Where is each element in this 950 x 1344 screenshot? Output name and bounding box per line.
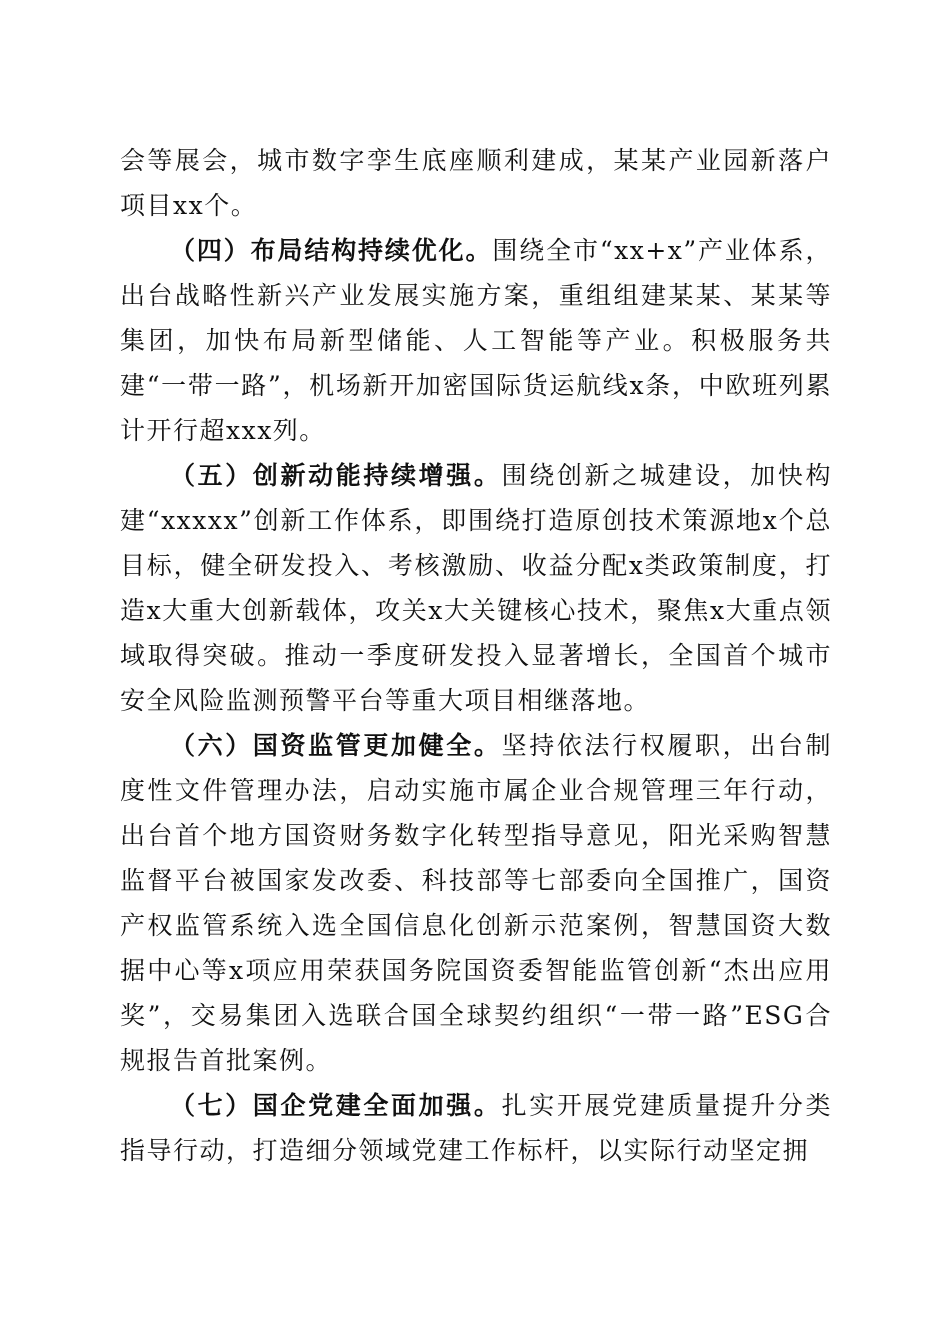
section-heading: （七）国企党建全面加强。: [170, 1091, 502, 1120]
paragraph-body: 扎实开展党建质量提升分类指导行动，打造细分领域党建工作标杆，以实际行动坚定拥: [120, 1091, 832, 1165]
section-heading: （六）国资监管更加健全。: [170, 731, 502, 760]
paragraph-section-5: [120, 453, 832, 723]
paragraph-continuation: [120, 138, 832, 228]
paragraph-body: 围绕创新之城建设，加快构建“xxxxx”创新工作体系，即围绕打造原创技术策源地x个总目标，健全研发投入、考核激励、收益分配x类政策制度，打造x大重大创新载体，攻关x大关键核心技术，聚焦x大重点领域取得突破。推动一季度研发投入显著增长，全国首个城市安全风险监测预警平台等重大项目相继落地。: [120, 461, 832, 715]
document-page: [120, 138, 832, 1173]
section-heading: （四）布局结构持续优化。: [170, 236, 493, 265]
paragraph-section-6: [120, 723, 832, 1083]
paragraph-section-7: [120, 1083, 832, 1173]
paragraph-body: 会等展会，城市数字孪生底座顺利建成，某某产业园新落户项目xx个。: [120, 146, 832, 220]
paragraph-section-4: [120, 228, 832, 453]
section-heading: （五）创新动能持续增强。: [170, 461, 502, 490]
paragraph-body: 围绕全市“xx+x”产业体系，出台战略性新兴产业发展实施方案，重组组建某某、某某等集团，加快布局新型储能、人工智能等产业。积极服务共建“一带一路”，机场新开加密国际货运航线x条，中欧班列累计开行超xxx列。: [120, 236, 832, 445]
paragraph-body: 坚持依法行权履职，出台制度性文件管理办法，启动实施市属企业合规管理三年行动，出台首个地方国资财务数字化转型指导意见，阳光采购智慧监督平台被国家发改委、科技部等七部委向全国推广，国资产权监管系统入选全国信息化创新示范案例，智慧国资大数据中心等x项应用荣获国务院国资委智能监管创新“杰出应用奖”，交易集团入选联合国全球契约组织“一带一路”ESG合规报告首批案例。: [120, 731, 832, 1075]
